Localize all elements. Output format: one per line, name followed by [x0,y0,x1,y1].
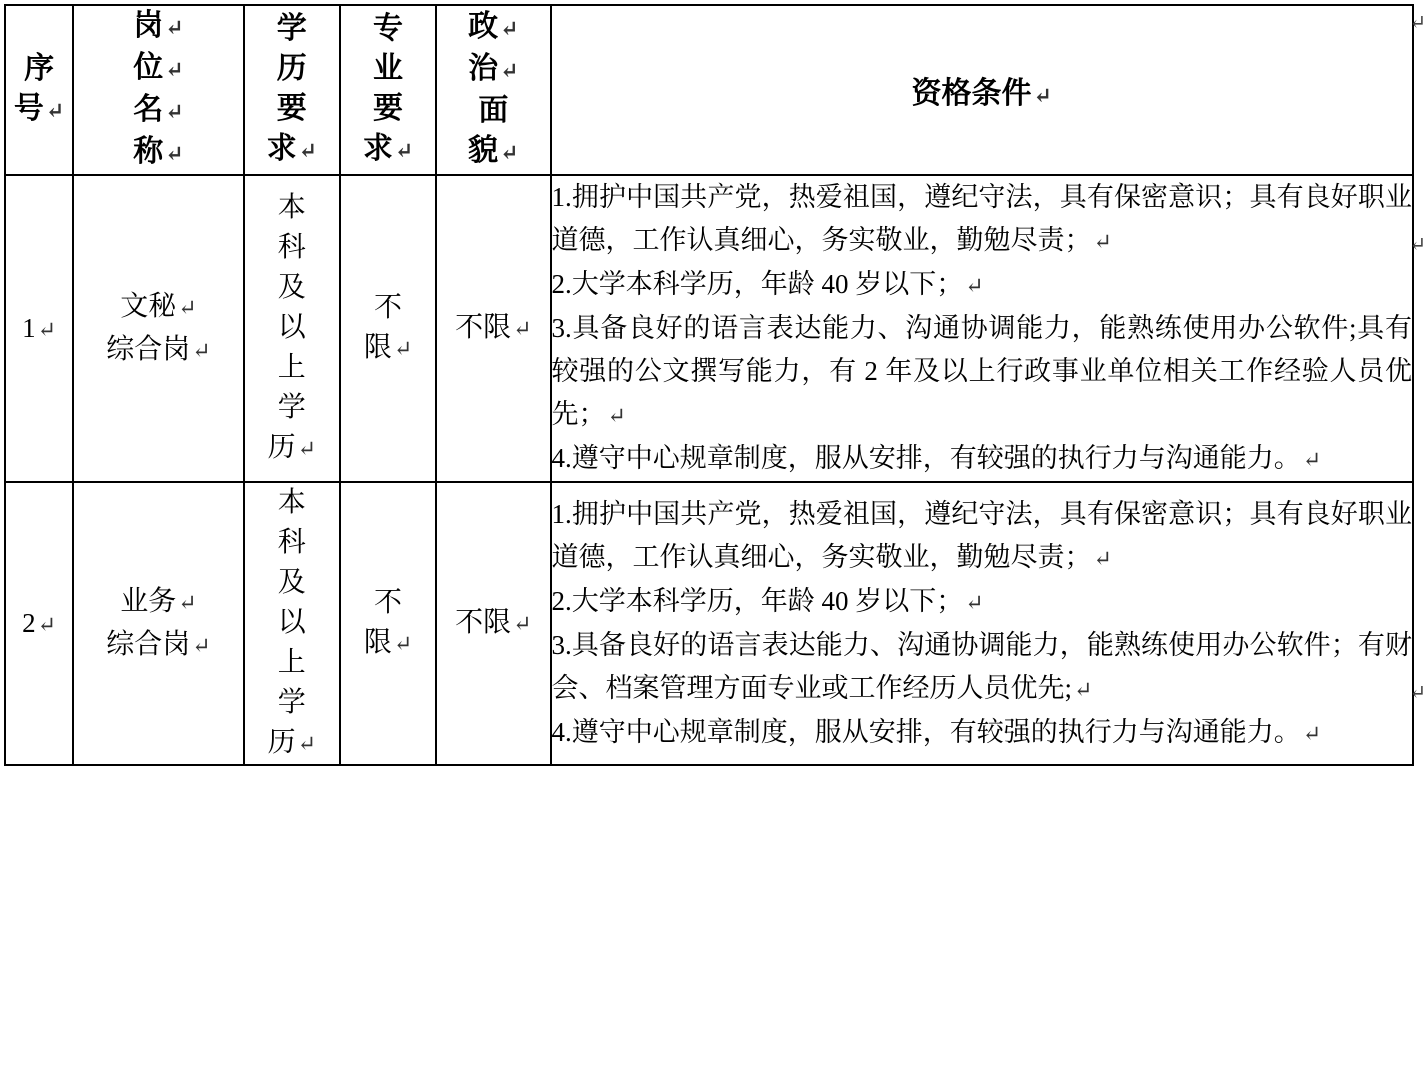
row-2-major-cell [340,482,436,765]
pilcrow-mark: ↵ [165,99,184,124]
pilcrow-mark: ↵ [513,316,532,341]
pilcrow-mark: ↵ [37,612,57,637]
row-1-post-name-text1: 文秘 [120,290,177,322]
margin-paragraph-mark: ↵ [1409,12,1426,34]
row-2-political-cell [436,482,550,765]
pilcrow-mark: ↵ [1302,720,1322,746]
pilcrow-mark: ↵ [393,336,413,361]
table-row [5,482,1413,765]
row-2-seq: 2 [22,608,36,638]
row-2-education: 本 科 及 以 上 学 历↵ [267,487,317,758]
row-1-qual-item-2 [552,263,1413,307]
pilcrow-mark: ↵ [1074,676,1093,702]
row-1-political-cell [436,175,550,482]
table-header-row [5,5,1413,175]
row-1-qual-text-3: 3.具备良好的语言表达能力、沟通协调能力，能熟练使用办公软件;具有较强的公文撰写能力，有 2 年及以上行政事业单位相关工作经验人员优先； [551,313,1412,429]
row-1-political: 不限 [455,312,512,343]
pilcrow-mark: ↵ [500,16,519,41]
pilcrow-mark: ↵ [165,141,184,166]
row-2-post-name-line1 [74,581,242,624]
document-page [0,4,1428,1080]
pilcrow-mark: ↵ [178,589,197,615]
row-2-political: 不限 [455,607,512,638]
pilcrow-mark: ↵ [298,138,317,163]
header-label-post-name: 岗↵ 位↵ 名↵ 称↵ [133,9,184,168]
pilcrow-mark: ↵ [165,15,184,40]
row-2-post-name-text2: 综合岗 [106,628,191,660]
pilcrow-mark: ↵ [192,337,211,363]
pilcrow-mark: ↵ [192,632,211,658]
pilcrow-mark: ↵ [297,731,317,756]
pilcrow-mark: ↵ [1093,229,1112,254]
header-label-major: 专 业 要 求↵ [362,12,414,165]
row-1-qual-item-1 [552,176,1413,263]
row-1-qual-text-4: 4.遵守中心规章制度，服从安排，有较强的执行力与沟通能力。 [551,443,1301,473]
row-1-qual-text-2: 2.大学本科学历，年龄 40 岁以下； [551,269,964,299]
header-label-qualification: 资格条件 [911,77,1032,110]
row-1-seq: 1 [22,313,36,343]
row-2-qual-item-2 [552,580,1413,624]
header-label-political: 政↵ 治↵ 面 貌↵ [468,10,519,167]
row-2-seq-cell [5,482,73,765]
row-2-major: 不 限↵ [363,587,413,658]
pilcrow-mark: ↵ [500,140,519,165]
pilcrow-mark: ↵ [165,57,184,82]
pilcrow-mark: ↵ [965,589,984,615]
row-1-seq-cell [5,175,73,482]
header-label-education: 学 历 要 求↵ [266,12,317,165]
row-1-major-cell [340,175,436,482]
table-row [5,175,1413,482]
pilcrow-mark: ↵ [45,98,65,123]
row-1-post-name-line1 [74,286,242,329]
header-cell-political [436,5,550,175]
row-1-post-name-line2 [74,329,242,372]
header-cell-education [244,5,340,175]
row-1-qual-item-4 [552,437,1413,481]
pilcrow-mark: ↵ [500,58,519,83]
row-2-post-name-line2 [74,624,242,667]
row-2-post-name-cell [73,482,243,765]
row-2-qual-item-4 [552,711,1413,755]
pilcrow-mark: ↵ [965,273,984,298]
row-1-major: 不 限↵ [363,292,413,363]
row-2-qual-item-3 [552,624,1413,711]
row-2-qual-text-4: 4.遵守中心规章制度，服从安排，有较强的执行力与沟通能力。 [551,716,1301,747]
pilcrow-mark: ↵ [1093,545,1112,571]
header-cell-qualification [551,5,1414,175]
row-2-qual-text-1: 1.拥护中国共产党，热爱祖国，遵纪守法，具有保密意识；具有良好职业道德，工作认真细心，务实敬业，勤勉尽责； [551,498,1412,572]
pilcrow-mark: ↵ [393,631,413,656]
header-cell-post-name [73,5,243,175]
header-label-seq: 序 号↵ [13,52,65,125]
pilcrow-mark: ↵ [1302,447,1322,472]
row-2-qual-text-2: 2.大学本科学历，年龄 40 岁以下； [551,585,964,616]
position-requirements-table [4,4,1414,766]
row-1-qualification-cell [551,175,1414,482]
header-cell-major [340,5,436,175]
pilcrow-mark: ↵ [607,403,626,428]
row-1-qual-item-3 [552,307,1413,437]
pilcrow-mark: ↵ [297,436,317,461]
row-2-qual-text-3: 3.具备良好的语言表达能力、沟通协调能力，能熟练使用办公软件；有财会、档案管理方面专业或工作经历人员优先; [551,629,1412,703]
margin-paragraph-mark: ↵ [1409,234,1426,256]
row-2-qualification-cell [551,482,1414,765]
pilcrow-mark: ↵ [394,138,414,163]
row-1-qual-text-1: 1.拥护中国共产党，热爱祖国，遵纪守法，具有保密意识；具有良好职业道德，工作认真细心，务实敬业，勤勉尽责； [551,182,1412,255]
pilcrow-mark: ↵ [37,317,57,342]
pilcrow-mark: ↵ [1033,83,1052,108]
pilcrow-mark: ↵ [513,611,532,636]
row-1-post-name-cell [73,175,243,482]
margin-paragraph-mark: ↵ [1409,682,1426,704]
row-1-education-cell [244,175,340,482]
row-2-post-name-text1: 业务 [120,585,177,617]
header-cell-seq [5,5,73,175]
pilcrow-mark: ↵ [178,294,197,320]
row-2-qual-item-1 [552,493,1413,580]
row-2-education-cell [244,482,340,765]
row-1-post-name-text2: 综合岗 [106,333,191,365]
row-1-education: 本 科 及 以 上 学 历↵ [267,192,317,463]
